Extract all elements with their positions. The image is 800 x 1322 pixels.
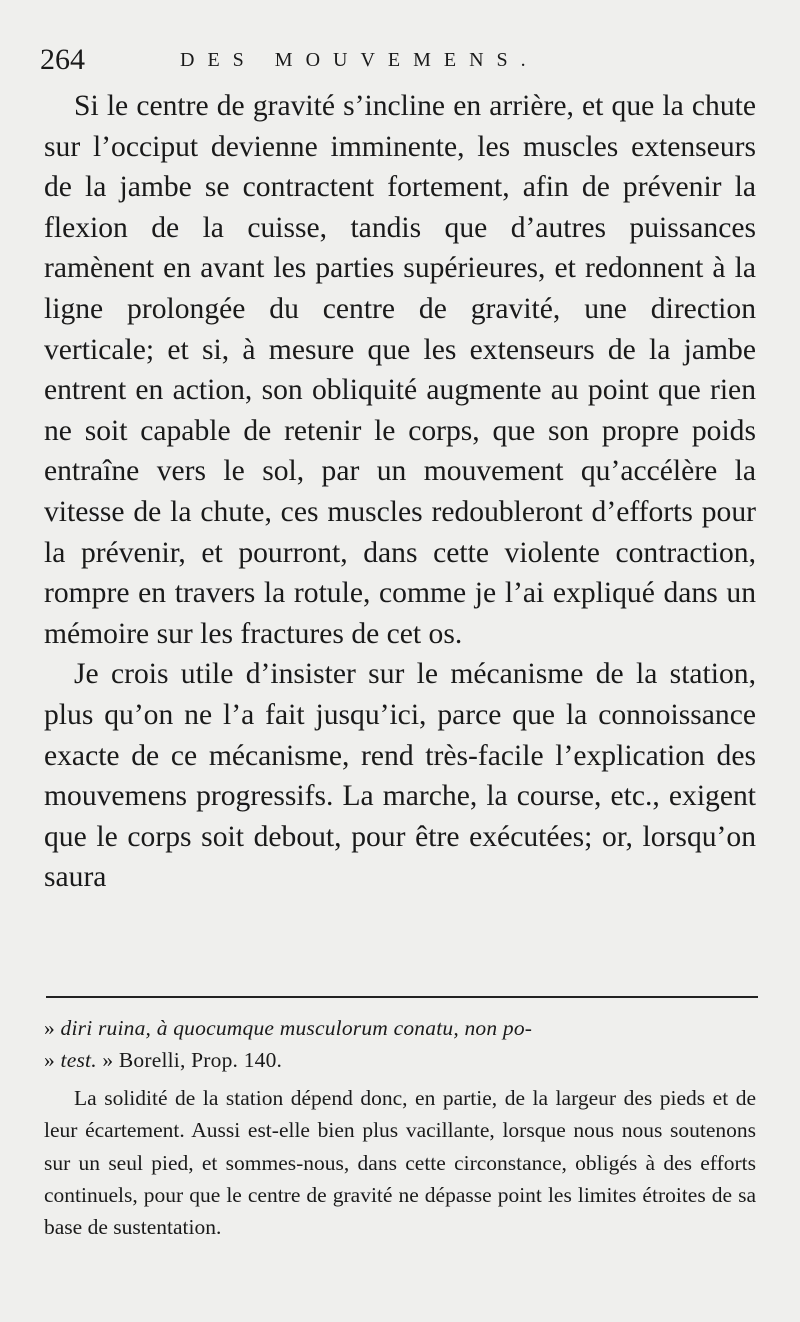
footnotes-block	[44, 1012, 756, 1244]
main-text-block	[44, 86, 756, 898]
body-paragraph-1: Si le centre de gravité s’incline en arrière, et que la chute sur l’occiput devienne imminente, les muscles extenseurs de la jambe se contractent fortement, afin de prévenir la flexion de la cuisse, tandis que d’autres puissances ramènent en avant les parties supérieures, et redonnent à la ligne prolongée du centre de gravité, une direction verticale; et si, à mesure que les extenseurs de la jambe entrent en action, son obliquité augmente au point que rien ne soit capable de retenir le corps, que son propre poids entraîne vers le sol, par un mouvement qu’accélère la vitesse de la chute, ces muscles redoubleront d’efforts pour la prévenir, et pourront, dans cette violente contraction, rompre en travers la rotule, comme je l’ai expliqué dans un mémoire sur les fractures de cet os.	[44, 90, 756, 650]
latin-quote-text: diri ruina, à quocumque musculorum conatu, non po-	[60, 1016, 533, 1040]
footnote-quote-line-1	[44, 1012, 756, 1044]
page-number: 264	[40, 43, 85, 76]
quote-mark: »	[44, 1048, 61, 1073]
footnote-separator-rule	[46, 996, 758, 998]
footnote-quote-line-2	[44, 1044, 756, 1076]
quote-mark: »	[44, 1016, 61, 1040]
body-paragraph-2: Je crois utile d’insister sur le mécanisme de la station, plus qu’on ne l’a fait jusqu’ici, parce que la connoissance exacte de ce mécanisme, rend très-facile l’explication des mouvemens progressifs. La marche, la course, etc., exigent que le corps soit debout, pour être exécutées; or, lorsqu’on saura	[44, 658, 756, 894]
citation-reference: » Borelli, Prop. 140.	[96, 1048, 283, 1073]
page-header	[40, 40, 760, 80]
latin-quote-end: test.	[60, 1048, 97, 1073]
footnote-paragraph: La solidité de la station dépend donc, en partie, de la largeur des pieds et de leur écartement. Aussi est-elle bien plus vacillante, lorsque nous nous soutenons sur un seul pied, et sommes-nous, dans cette circonstance, obligés à des efforts continuels, pour que le centre de gravité ne dépasse point les limites étroites de sa base de sustentation.	[44, 1085, 756, 1240]
running-head: DES MOUVEMENS.	[180, 49, 539, 71]
